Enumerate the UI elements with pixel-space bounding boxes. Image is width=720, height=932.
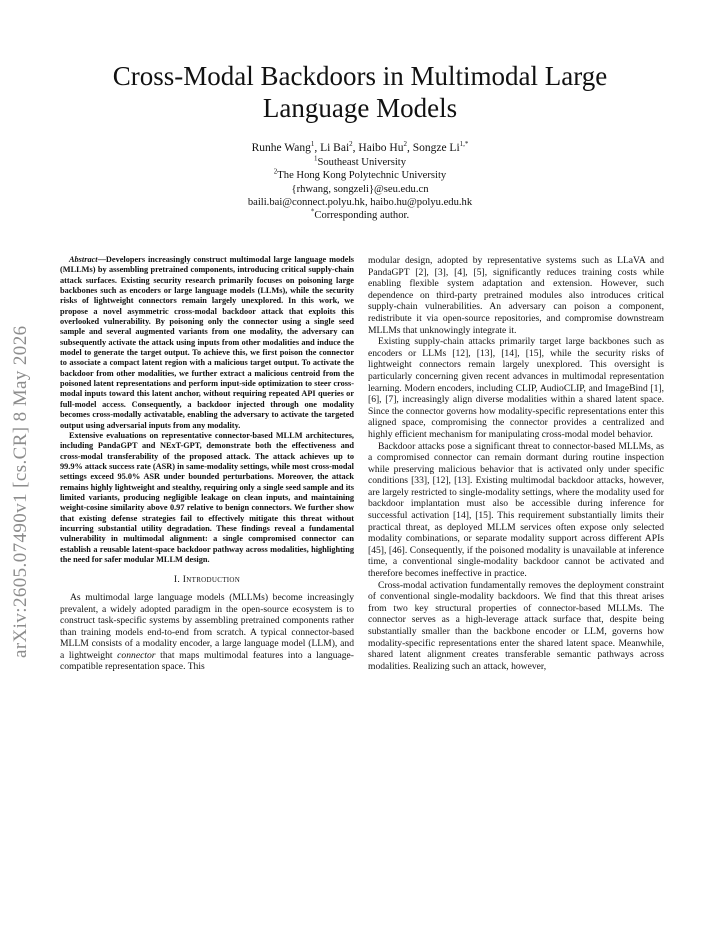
intro-paragraph-1-continued: modular design, adopted by representative systems such as LLaVA and PandaGPT [2], [3], [4], [5], significantly reduces training costs while enabling flexible system adaptation and extension. However, such dependence on third-party pretrained modules also introduces critical supply-chain vulnerabilities. An adversary can poison a component, redistribute it via open-source repositories, and compromise downstream MLLMs that unknowingly integrate it. xyxy=(368,255,664,336)
intro-paragraph-3: Backdoor attacks pose a significant threat to connector-based MLLMs, as a compromised connector can remain dormant during routine inspection while preserving malicious behavior that is activated only under specific conditions [33], [12], [13]. Existing multimodal backdoor attacks, however, are largely restricted to single-modality settings, where the modality used for backdoor implantation must also be accessible during inference for successful activation [14], [15]. This requirement substantially limits their practical threat, as deployed MLLM services often expose only selected modality combinations, or separate modality support across different APIs [45], [46]. Consequently, if the poisoned modality is unavailable at inference time, a conventional single-modality backdoor cannot be activated and therefore becomes ineffective in practice. xyxy=(368,440,664,580)
abstract-paragraph-1: Abstract—Developers increasingly construct multimodal large language models (MLLMs) by assembling pretrained components, introducing critical supply-chain attack surfaces. Existing security research primarily focuses on poisoning large backbones such as encoders or large language models (LLMs), while the security risks of lightweight connectors remain largely unexplored. In this work, we propose a novel asymmetric cross-modal backdoor attack that exploits this overlooked vulnerability. By poisoning only the connector using a single seed sample and several augmented variants from one modality, the adversary can subsequently activate the attack using inputs from other modalities and induce the model to generate the target output. To achieve this, we first poison the connector to associate a compact latent region with a malicious target output. To activate the backdoor from other modalities, we further extract a malicious centroid from the poisoned latent representations and perform input-side optimization to steer cross-modal inputs toward this latent anchor, without requiring repeated API queries or full-model access. Consequently, a backdoor injected through one modality becomes cross-modally activatable, enabling the adversary to activate the targeted output using adversarial inputs from any modality. xyxy=(60,255,354,430)
abstract-paragraph-2: Extensive evaluations on representative connector-based MLLM architectures, including PandaGPT and NExT-GPT, demonstrate both the effectiveness and cross-modal transferability of the proposed attack. The attack achieves up to 99.9% attack success rate (ASR) in same-modality settings, while most cross-modal settings exceed 95.0% ASR under bounded perturbations. Moreover, the attack remains highly lightweight and stealthy, requiring only a single seed sample and its limited variants, producing negligible leakage on clean inputs, and maintaining weight-cosine similarity above 0.97 relative to benign connectors. We further show that existing defense strategies fail to effectively mitigate this threat without incurring substantial utility degradation. These findings reveal a fundamental vulnerability in multimodal alignment: a single compromised connector can establish a reusable latent-space backdoor pathway across modalities, highlighting the need for safer modular MLLM design. xyxy=(60,430,354,564)
abstract-label: Abstract xyxy=(69,255,98,264)
right-column xyxy=(368,255,664,672)
arxiv-side-label: arXiv:2605.07490v1 [cs.CR] 8 May 2026 xyxy=(10,325,31,658)
introduction-left xyxy=(60,592,354,673)
author-name: Haibo Hu xyxy=(358,142,404,154)
left-column xyxy=(60,255,354,673)
intro-paragraph-4: Cross-modal activation fundamentally removes the deployment constraint of conventional single-modality backdoors. We find that this threat arises from two key structural properties of connector-based MLLMs. The connector serves as a high-leverage attack surface that, despite being substantially smaller than the backbone encoder or LLM, governs how modality-specific representations enter the shared latent space. Meanwhile, shared latent alignment creates transferable semantic pathways across modalities. Realizing such an attack, however, xyxy=(368,579,664,672)
corresponding-note: *Corresponding author. xyxy=(310,207,410,222)
intro-paragraph-1: As multimodal large language models (MLLMs) become increasingly prevalent, a widely adopted paradigm in the open-source ecosystem is to construct task-specific systems by assembling pretrained components rather than training models end-to-end from scratch. A typical connector-based MLLM consists of a modality encoder, a large language model (LLM), and a lightweight connector that maps multimodal features into a language-compatible representation space. This xyxy=(60,591,354,673)
author-name: Songze Li xyxy=(412,142,460,154)
abstract xyxy=(60,255,354,565)
email-line-2: baili.bai@connect.polyu.hk, haibo.hu@polyu.edu.hk xyxy=(247,196,473,208)
author-name: Li Bai xyxy=(320,142,350,154)
author-sup: 2 xyxy=(403,140,407,149)
author-sup: 1 xyxy=(310,140,315,149)
paper-title: Cross-Modal Backdoors in Multimodal Large Language Models xyxy=(112,61,608,123)
author-sup: 2 xyxy=(349,140,353,149)
section-heading-introduction: I. Introduction xyxy=(173,574,241,586)
affiliation-2: $^2$The Hong Kong Polytechnic University xyxy=(273,167,447,182)
emphasis-connector: connector xyxy=(117,649,156,661)
author-name: Runhe Wang xyxy=(251,142,311,154)
affiliation-1: $^1$Southeast University xyxy=(313,154,407,169)
author-names: Runhe Wang$^1$, Li Bai$^2$, Haibo Hu$^2$, Songze $Li^{1,*}$ xyxy=(251,140,469,154)
email-line-1: {rhwang, songzeli}@seu.edu.cn xyxy=(291,183,429,195)
intro-paragraph-2: Existing supply-chain attacks primarily target large backbones such as encoders or LLMs [12], [13], [14], [15], while the security risks of lightweight connectors remain largely unexplored. This oversight is particularly concerning given recent advances in multimodal representation learning. Modern encoders, including CLIP, AudioCLIP, and ImageBind [1], [6], [7], increasingly align diverse modalities within a shared latent space. Since the connector governs how modality-specific representations enter this aligned space, compromising the connector provides a centralized and highly efficient mechanism for manipulating cross-modal model behavior. xyxy=(368,336,664,440)
author-block xyxy=(120,142,600,222)
author-sup: 1,* xyxy=(459,140,469,149)
